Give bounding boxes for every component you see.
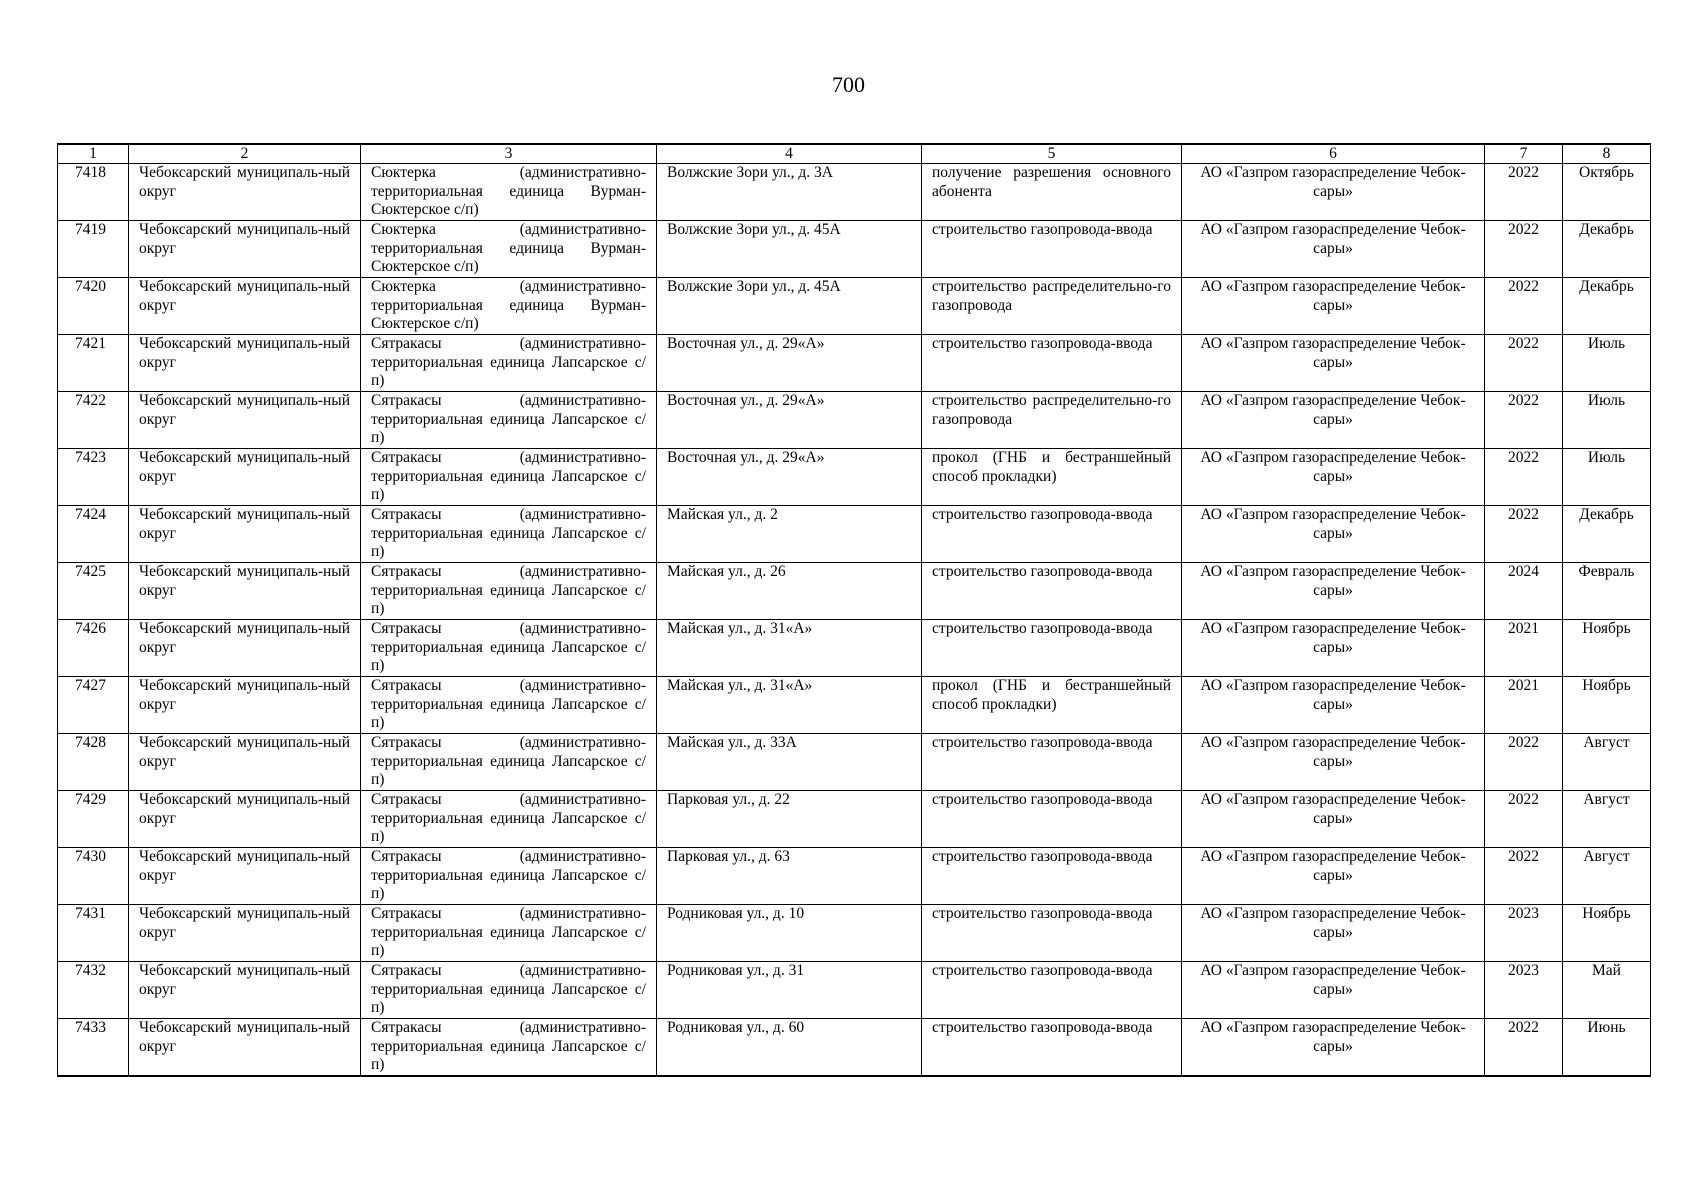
year-cell: 2022 bbox=[1485, 335, 1563, 392]
organization-cell: АО «Газпром газораспределение Чебок-сары» bbox=[1182, 392, 1485, 449]
organization-cell: АО «Газпром газораспределение Чебок-сары» bbox=[1182, 563, 1485, 620]
work-type-cell: строительство газопровода-ввода bbox=[922, 506, 1182, 563]
table-row bbox=[58, 392, 1651, 449]
work-type-cell: строительство распределительно-го газопровода bbox=[922, 392, 1182, 449]
month-cell: Июнь bbox=[1563, 1019, 1651, 1077]
organization-cell: АО «Газпром газораспределение Чебок-сары» bbox=[1182, 506, 1485, 563]
address-cell: Восточная ул., д. 29«А» bbox=[657, 449, 922, 506]
district-cell: Чебоксарский муниципаль-ный округ bbox=[129, 506, 361, 563]
district-cell: Чебоксарский муниципаль-ный округ bbox=[129, 164, 361, 221]
work-type-cell: строительство газопровода-ввода bbox=[922, 563, 1182, 620]
organization-cell: АО «Газпром газораспределение Чебок-сары» bbox=[1182, 905, 1485, 962]
address-cell: Майская ул., д. 33А bbox=[657, 734, 922, 791]
work-type-cell: строительство газопровода-ввода bbox=[922, 335, 1182, 392]
month-cell: Декабрь bbox=[1563, 221, 1651, 278]
table-row bbox=[58, 905, 1651, 962]
district-cell: Чебоксарский муниципаль-ный округ bbox=[129, 905, 361, 962]
year-cell: 2021 bbox=[1485, 620, 1563, 677]
address-cell: Восточная ул., д. 29«А» bbox=[657, 335, 922, 392]
month-cell: Октябрь bbox=[1563, 164, 1651, 221]
settlement-cell: Сятракасы (административно-территориальная единица Лапсарское с/п) bbox=[361, 449, 657, 506]
settlement-cell: Сятракасы (административно-территориальная единица Лапсарское с/п) bbox=[361, 620, 657, 677]
work-type-cell: прокол (ГНБ и бестраншейный способ прокладки) bbox=[922, 449, 1182, 506]
work-type-cell: строительство газопровода-ввода bbox=[922, 791, 1182, 848]
organization-cell: АО «Газпром газораспределение Чебок-сары» bbox=[1182, 221, 1485, 278]
work-type-cell: строительство газопровода-ввода bbox=[922, 734, 1182, 791]
month-cell: Май bbox=[1563, 962, 1651, 1019]
district-cell: Чебоксарский муниципаль-ный округ bbox=[129, 962, 361, 1019]
settlement-cell: Сятракасы (административно-территориальная единица Лапсарское с/п) bbox=[361, 1019, 657, 1077]
month-cell: Ноябрь bbox=[1563, 620, 1651, 677]
table-row bbox=[58, 677, 1651, 734]
register-table bbox=[57, 143, 1651, 1077]
table-row bbox=[58, 278, 1651, 335]
row-number-cell: 7421 bbox=[58, 335, 129, 392]
month-cell: Ноябрь bbox=[1563, 677, 1651, 734]
table-row bbox=[58, 734, 1651, 791]
work-type-cell: строительство газопровода-ввода bbox=[922, 905, 1182, 962]
table-row bbox=[58, 164, 1651, 221]
address-cell: Волжские Зори ул., д. 3А bbox=[657, 164, 922, 221]
table-row bbox=[58, 335, 1651, 392]
month-cell: Декабрь bbox=[1563, 278, 1651, 335]
column-number: 6 bbox=[1182, 144, 1485, 164]
table-row bbox=[58, 620, 1651, 677]
organization-cell: АО «Газпром газораспределение Чебок-сары» bbox=[1182, 791, 1485, 848]
address-cell: Восточная ул., д. 29«А» bbox=[657, 392, 922, 449]
organization-cell: АО «Газпром газораспределение Чебок-сары» bbox=[1182, 677, 1485, 734]
settlement-cell: Сятракасы (административно-территориальная единица Лапсарское с/п) bbox=[361, 905, 657, 962]
row-number-cell: 7433 bbox=[58, 1019, 129, 1077]
address-cell: Майская ул., д. 2 bbox=[657, 506, 922, 563]
row-number-cell: 7423 bbox=[58, 449, 129, 506]
table-row bbox=[58, 449, 1651, 506]
table-row bbox=[58, 962, 1651, 1019]
address-cell: Майская ул., д. 26 bbox=[657, 563, 922, 620]
district-cell: Чебоксарский муниципаль-ный округ bbox=[129, 791, 361, 848]
district-cell: Чебоксарский муниципаль-ный округ bbox=[129, 278, 361, 335]
month-cell: Февраль bbox=[1563, 563, 1651, 620]
address-cell: Родниковая ул., д. 60 bbox=[657, 1019, 922, 1077]
district-cell: Чебоксарский муниципаль-ный округ bbox=[129, 734, 361, 791]
table-row bbox=[58, 506, 1651, 563]
column-number: 2 bbox=[129, 144, 361, 164]
month-cell: Июль bbox=[1563, 335, 1651, 392]
year-cell: 2022 bbox=[1485, 848, 1563, 905]
row-number-cell: 7428 bbox=[58, 734, 129, 791]
organization-cell: АО «Газпром газораспределение Чебок-сары» bbox=[1182, 734, 1485, 791]
organization-cell: АО «Газпром газораспределение Чебок-сары» bbox=[1182, 449, 1485, 506]
row-number-cell: 7424 bbox=[58, 506, 129, 563]
year-cell: 2022 bbox=[1485, 791, 1563, 848]
row-number-cell: 7422 bbox=[58, 392, 129, 449]
organization-cell: АО «Газпром газораспределение Чебок-сары» bbox=[1182, 1019, 1485, 1077]
work-type-cell: строительство газопровода-ввода bbox=[922, 620, 1182, 677]
row-number-cell: 7430 bbox=[58, 848, 129, 905]
row-number-cell: 7419 bbox=[58, 221, 129, 278]
column-number: 7 bbox=[1485, 144, 1563, 164]
row-number-cell: 7431 bbox=[58, 905, 129, 962]
organization-cell: АО «Газпром газораспределение Чебок-сары» bbox=[1182, 848, 1485, 905]
table-row bbox=[58, 791, 1651, 848]
column-number: 4 bbox=[657, 144, 922, 164]
year-cell: 2022 bbox=[1485, 506, 1563, 563]
settlement-cell: Сятракасы (административно-территориальная единица Лапсарское с/п) bbox=[361, 335, 657, 392]
year-cell: 2022 bbox=[1485, 449, 1563, 506]
month-cell: Август bbox=[1563, 848, 1651, 905]
column-number: 1 bbox=[58, 144, 129, 164]
address-cell: Волжские Зори ул., д. 45А bbox=[657, 278, 922, 335]
year-cell: 2022 bbox=[1485, 221, 1563, 278]
settlement-cell: Сятракасы (административно-территориальная единица Лапсарское с/п) bbox=[361, 506, 657, 563]
organization-cell: АО «Газпром газораспределение Чебок-сары» bbox=[1182, 164, 1485, 221]
column-number: 5 bbox=[922, 144, 1182, 164]
organization-cell: АО «Газпром газораспределение Чебок-сары» bbox=[1182, 620, 1485, 677]
settlement-cell: Сятракасы (административно-территориальная единица Лапсарское с/п) bbox=[361, 563, 657, 620]
month-cell: Август bbox=[1563, 734, 1651, 791]
column-number-row bbox=[58, 144, 1651, 164]
month-cell: Август bbox=[1563, 791, 1651, 848]
address-cell: Парковая ул., д. 22 bbox=[657, 791, 922, 848]
settlement-cell: Сюктерка (административно-территориальная единица Вурман-Сюктерское с/п) bbox=[361, 221, 657, 278]
address-cell: Майская ул., д. 31«А» bbox=[657, 620, 922, 677]
row-number-cell: 7420 bbox=[58, 278, 129, 335]
table-body bbox=[58, 144, 1651, 1076]
organization-cell: АО «Газпром газораспределение Чебок-сары» bbox=[1182, 962, 1485, 1019]
work-type-cell: строительство газопровода-ввода bbox=[922, 962, 1182, 1019]
year-cell: 2022 bbox=[1485, 278, 1563, 335]
year-cell: 2022 bbox=[1485, 392, 1563, 449]
table-row bbox=[58, 563, 1651, 620]
settlement-cell: Сятракасы (административно-территориальная единица Лапсарское с/п) bbox=[361, 734, 657, 791]
work-type-cell: строительство газопровода-ввода bbox=[922, 1019, 1182, 1077]
year-cell: 2021 bbox=[1485, 677, 1563, 734]
year-cell: 2022 bbox=[1485, 164, 1563, 221]
month-cell: Июль bbox=[1563, 449, 1651, 506]
organization-cell: АО «Газпром газораспределение Чебок-сары» bbox=[1182, 278, 1485, 335]
settlement-cell: Сюктерка (административно-территориальная единица Вурман-Сюктерское с/п) bbox=[361, 278, 657, 335]
row-number-cell: 7432 bbox=[58, 962, 129, 1019]
address-cell: Родниковая ул., д. 31 bbox=[657, 962, 922, 1019]
year-cell: 2022 bbox=[1485, 734, 1563, 791]
district-cell: Чебоксарский муниципаль-ный округ bbox=[129, 1019, 361, 1077]
address-cell: Родниковая ул., д. 10 bbox=[657, 905, 922, 962]
page-number: 700 bbox=[832, 72, 865, 97]
work-type-cell: получение разрешения основного абонента bbox=[922, 164, 1182, 221]
settlement-cell: Сятракасы (административно-территориальная единица Лапсарское с/п) bbox=[361, 962, 657, 1019]
settlement-cell: Сятракасы (административно-территориальная единица Лапсарское с/п) bbox=[361, 392, 657, 449]
row-number-cell: 7427 bbox=[58, 677, 129, 734]
district-cell: Чебоксарский муниципаль-ный округ bbox=[129, 620, 361, 677]
work-type-cell: строительство газопровода-ввода bbox=[922, 848, 1182, 905]
row-number-cell: 7429 bbox=[58, 791, 129, 848]
address-cell: Волжские Зори ул., д. 45А bbox=[657, 221, 922, 278]
settlement-cell: Сюктерка (административно-территориальная единица Вурман-Сюктерское с/п) bbox=[361, 164, 657, 221]
district-cell: Чебоксарский муниципаль-ный округ bbox=[129, 335, 361, 392]
month-cell: Июль bbox=[1563, 392, 1651, 449]
address-cell: Парковая ул., д. 63 bbox=[657, 848, 922, 905]
year-cell: 2023 bbox=[1485, 905, 1563, 962]
row-number-cell: 7418 bbox=[58, 164, 129, 221]
settlement-cell: Сятракасы (административно-территориальная единица Лапсарское с/п) bbox=[361, 791, 657, 848]
year-cell: 2023 bbox=[1485, 962, 1563, 1019]
column-number: 3 bbox=[361, 144, 657, 164]
column-number: 8 bbox=[1563, 144, 1651, 164]
district-cell: Чебоксарский муниципаль-ный округ bbox=[129, 392, 361, 449]
settlement-cell: Сятракасы (административно-территориальная единица Лапсарское с/п) bbox=[361, 848, 657, 905]
month-cell: Декабрь bbox=[1563, 506, 1651, 563]
district-cell: Чебоксарский муниципаль-ный округ bbox=[129, 221, 361, 278]
table-row bbox=[58, 848, 1651, 905]
work-type-cell: строительство газопровода-ввода bbox=[922, 221, 1182, 278]
organization-cell: АО «Газпром газораспределение Чебок-сары» bbox=[1182, 335, 1485, 392]
district-cell: Чебоксарский муниципаль-ный округ bbox=[129, 677, 361, 734]
work-type-cell: строительство распределительно-го газопровода bbox=[922, 278, 1182, 335]
table-row bbox=[58, 1019, 1651, 1077]
address-cell: Майская ул., д. 31«А» bbox=[657, 677, 922, 734]
work-type-cell: прокол (ГНБ и бестраншейный способ прокладки) bbox=[922, 677, 1182, 734]
row-number-cell: 7425 bbox=[58, 563, 129, 620]
year-cell: 2022 bbox=[1485, 1019, 1563, 1077]
year-cell: 2024 bbox=[1485, 563, 1563, 620]
district-cell: Чебоксарский муниципаль-ный округ bbox=[129, 449, 361, 506]
district-cell: Чебоксарский муниципаль-ный округ bbox=[129, 563, 361, 620]
row-number-cell: 7426 bbox=[58, 620, 129, 677]
settlement-cell: Сятракасы (административно-территориальная единица Лапсарское с/п) bbox=[361, 677, 657, 734]
month-cell: Ноябрь bbox=[1563, 905, 1651, 962]
district-cell: Чебоксарский муниципаль-ный округ bbox=[129, 848, 361, 905]
table-row bbox=[58, 221, 1651, 278]
